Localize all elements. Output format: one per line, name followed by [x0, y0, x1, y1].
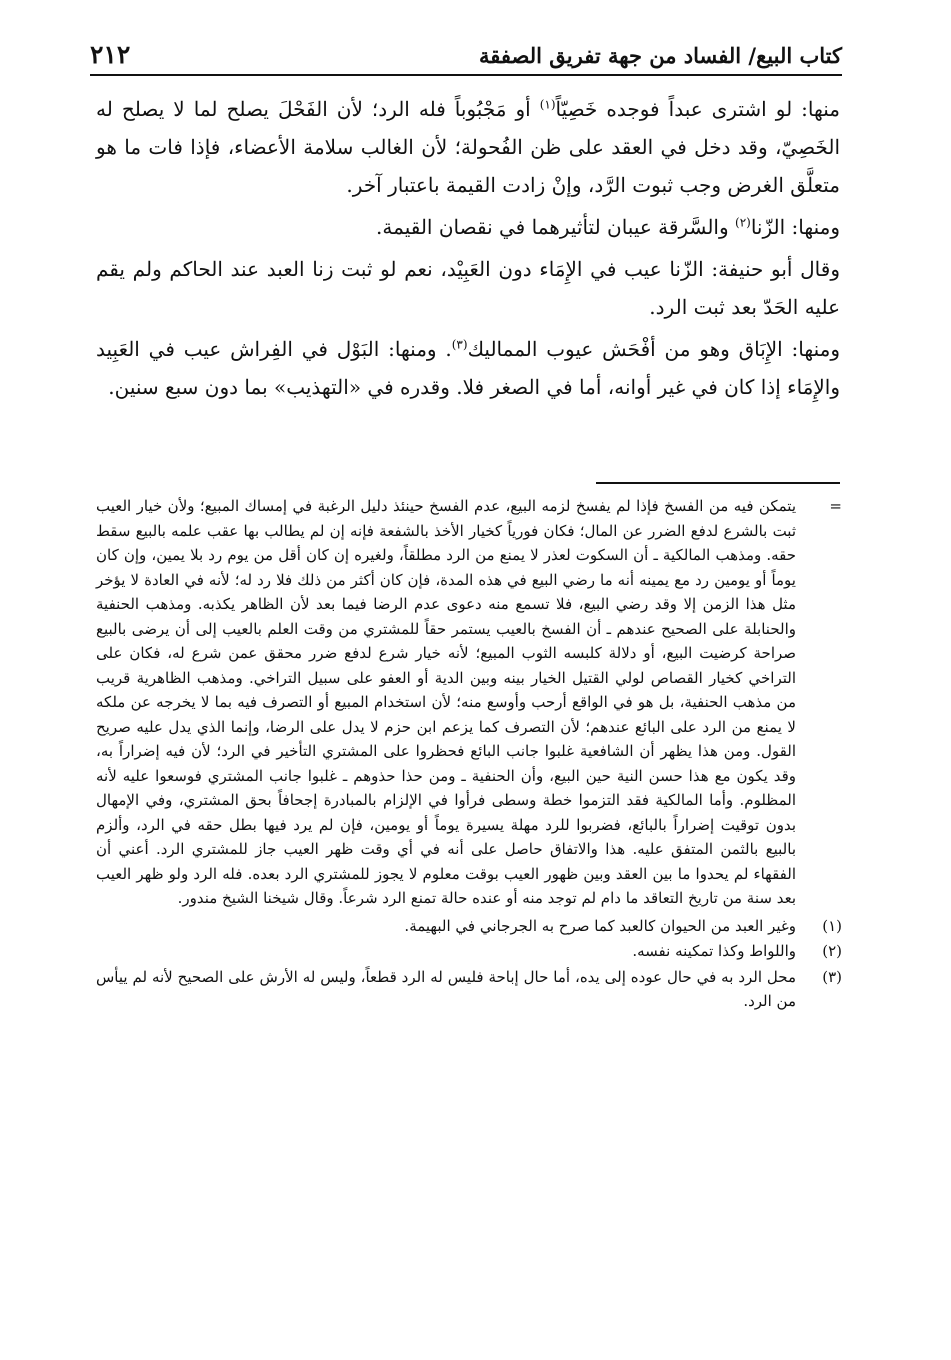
footnote-separator	[596, 482, 840, 484]
footnote-2-text: واللواط وكذا تمكينه نفسه.	[632, 942, 796, 960]
running-title: كتاب البيع/ الفساد من جهة تفريق الصفقة	[479, 43, 842, 68]
paragraph-2-text-a: ومنها: الزّنا	[750, 215, 840, 239]
footnote-3-marker: (٣)	[822, 967, 842, 986]
paragraph-4-text-a: ومنها: الإِبَاق وهو من أفْحَش عيوب المماليك	[467, 337, 840, 361]
paragraph-3: وقال أبو حنيفة: الزّنا عيب في الإِمَاء دون العَبِيْد، نعم لو ثبت زنا العبد عند الحاكم ولم يقم عليه الحَدّ بعد ثبت الرد.	[96, 257, 840, 319]
page-header	[90, 28, 842, 76]
continuation-marker: =	[829, 497, 842, 515]
footnote-continuation	[96, 494, 842, 911]
footnote-2-marker: (٢)	[822, 942, 842, 960]
paragraph-1-text-b: أو مَجْبُوباً فله الرد؛ لأن الفَحْلَ يصلح لما لا يصلح له الخَصِيّ، وقد دخل في العقد على ظن الفُحولة؛ لأن الغالب سلامة الأعضاء، فإذا فات ما هو متعلَّق الغرض وجب ثبوت الرَّد، وإنْ زادت القيمة باعتبار آخر.	[96, 97, 840, 197]
paragraph-2	[96, 208, 840, 246]
footnote-1-marker: (١)	[822, 916, 842, 935]
paragraph-1-text-a: منها: لو اشترى عبداً فوجده خَصِيّاً	[555, 97, 840, 121]
paragraph-4-text-b: . ومنها: البَوْل في الفِراش عيب في العَبِيد والإِمَاء إذا كان في غير أوانه، أما في الصغر فلا. وقدره في «التهذيب» بما دون سبع سنين.	[96, 337, 840, 399]
footnote-3-text: محل الرد به في حال عوده إلى يده، أما حال إباحة فليس له الرد قطعاً، وليس له الأرش على الصحيح لأنه لم ييأس من الرد.	[96, 967, 796, 1010]
footnote-3	[96, 965, 842, 1014]
footnote-1	[96, 914, 842, 939]
page-number: ٢١٢	[90, 40, 131, 69]
paragraph-4	[96, 330, 840, 406]
main-text	[96, 90, 840, 406]
footnote-2	[96, 939, 842, 964]
footnote-ref-1: (١)	[539, 97, 556, 112]
paragraph-2-text-b: والسَّرقة عيبان لتأثيرهما في نقصان القيمة.	[376, 215, 735, 239]
footnotes	[96, 494, 842, 1014]
paragraph-1	[96, 90, 840, 204]
footnote-continuation-text: يتمكن فيه من الفسخ فإذا لم يفسخ لزمه البيع، عدم الفسخ حينئذ دليل الرغبة في إمساك المبيع؛ ولأن خيار العيب ثبت بالشرع لدفع الضرر عن المال؛ فكان فورياً كخيار الأخذ بالشفعة فإنه إن لم يطالب بها عقب علمه بالبيع سقط حقه. ومذهب المالكية ـ أن السكوت لعذر لا يمنع من الرد مطلقاً، ولغيره إن كان أقل من يوم رد بلا يمين، وإن كان يوماً أو يومين رد مع يمينه أنه ما رضي البيع في هذه المدة، فإن كان أكثر من ذلك فلا رد له؛ لأنه في العادة لا يؤخر مثل هذا الزمن إلا وقد رضي البيع، فلا تسمع منه دعوى عدم الرضا فيما بعد لأن الظاهر يكذبه. ومذهب الحنفية والحنابلة على الصحيح عندهم ـ أن الفسخ بالعيب يستمر حقاً للمشتري من وقت العلم بالعيب إلى أن يرضى بالبيع صراحة كرضيت البيع، أو دلالة كلبسه الثوب المبيع؛ لأنه خيار شرع لدفع ضرر محقق عمن شرع له، فكان على التراخي كخيار القصاص لولي القتيل الخيار بينه وبين الدية أو العفو على سبيل التراخي. ومذهب الظاهرية قريب من مذهب الحنفية، بل هو في الواقع أرحب وأوسع منه؛ لأن استخدام المبيع أو التصرف فيه بما لا يخرجه عن ملكه لا يمنع من الرد على البائع عندهم؛ لأن التصرف كما يزعم ابن حزم لا يدل على الرضا، وإنما الذي يدل عليه صريح القول. ومن هذا يظهر أن الشافعية غلبوا جانب البائع فحظروا على المشتري التأخير في الرد؛ لأن فيه إضراراً به، وقد يكون مع هذا حسن النية حين البيع، وأن الحنفية ـ ومن حذا حذوهم ـ غلبوا جانب المشتري فوسعوا عليه لأنه المظلوم. وأما المالكية فقد التزموا خطة وسطى فرأوا في الإلزام بالمبادرة إجحافاً بحق المشتري، وفي الإمهال بدون توقيت إضراراً بالبائع، فضربوا للرد مهلة يسيرة يوماً أو يومين، فإن لم يرد فيها بطل حقه في الرد، وألزم بالبيع بالثمن المتفق عليه. هذا والاتفاق حاصل على أنه في أي وقت ظهر العيب جاز للمشتري الرد. أعني أن الفقهاء لم يحدوا ما بين العقد وبين ظهور العيب بوقت معلوم لا يجوز للمشتري الرد بعده. فله الرد ولو ظهر العيب بعد سنة من تاريخ التعاقد ما دام لم توجد منه أو عنده حالة تمنع الرد شرعاً. وقال شيخنا الشيخ مندور.	[96, 497, 796, 907]
footnote-1-text: وغير العبد من الحيوان كالعبد كما صرح به الجرجاني في البهيمة.	[404, 916, 796, 935]
footnote-ref-3: (٣)	[451, 337, 468, 352]
footnote-ref-2: (٢)	[735, 215, 751, 230]
